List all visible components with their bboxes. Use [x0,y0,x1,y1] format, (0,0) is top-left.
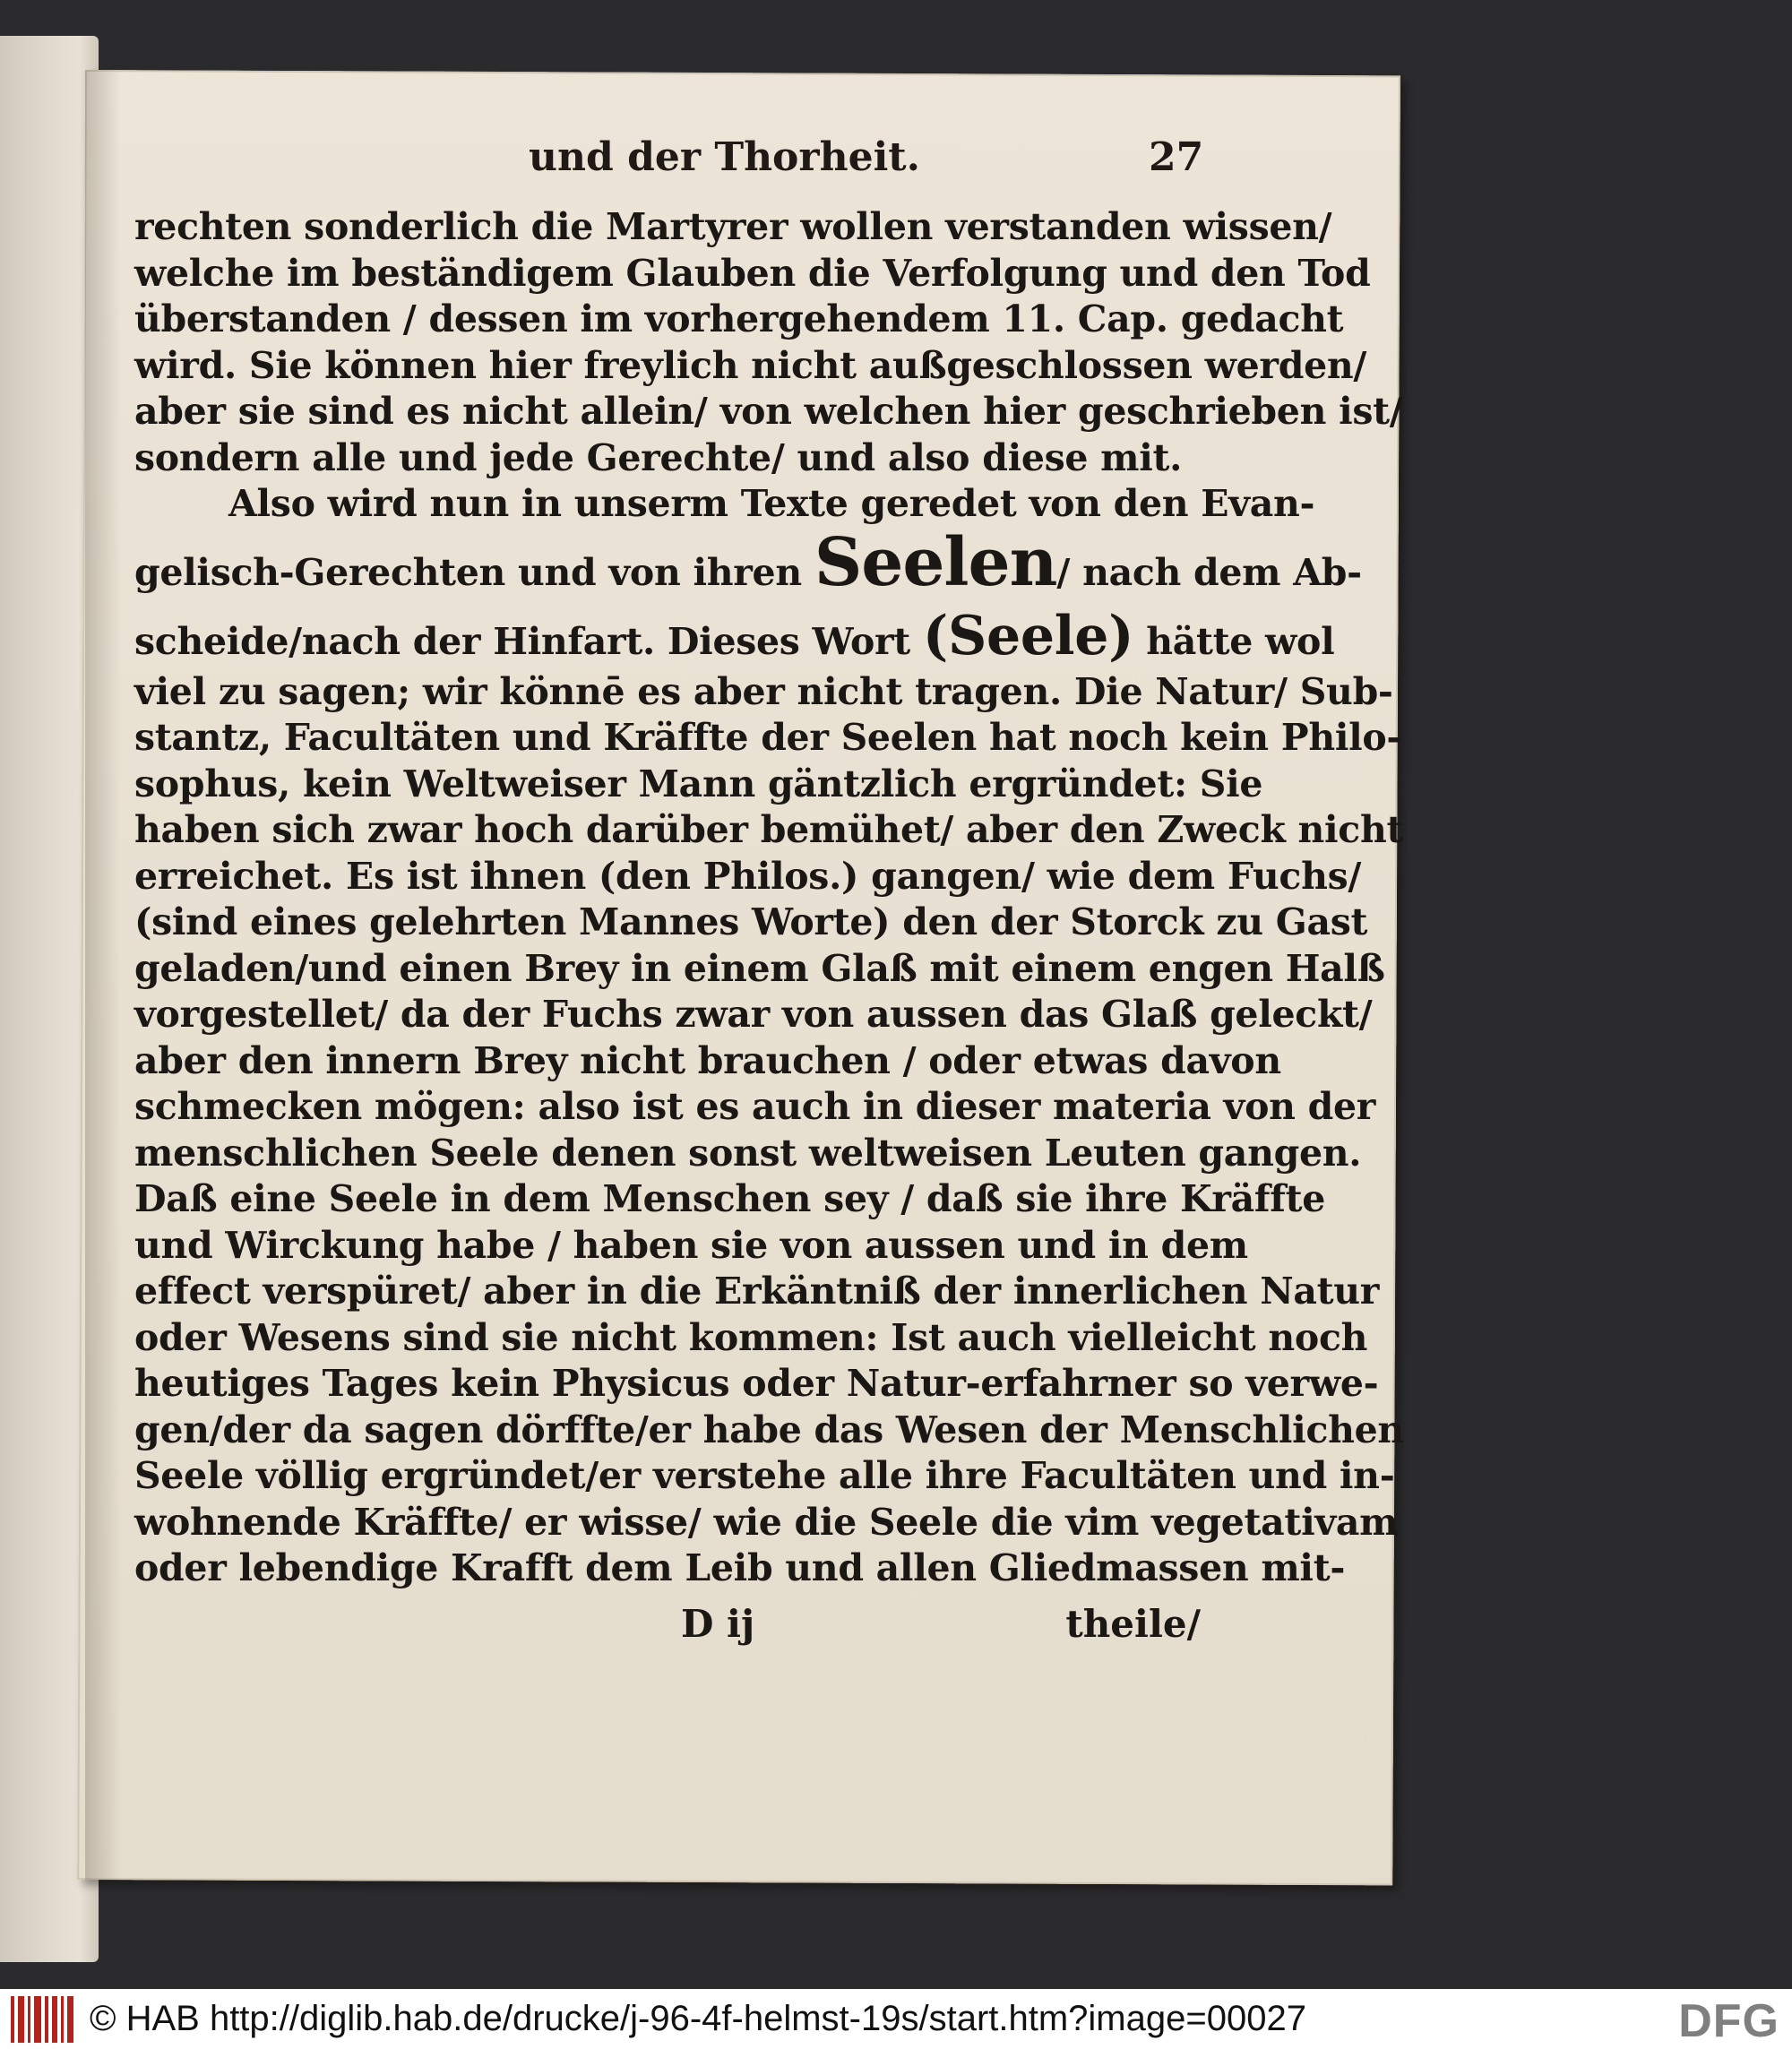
text-line: sophus, kein Weltweiser Mann gäntzlich ergründet: Sie [134,762,1263,805]
text-fragment: hätte wol [1133,619,1335,663]
text-line: Daß eine Seele in dem Menschen sey / daß sie ihre Kräffte [134,1177,1325,1220]
text-fragment: scheide/nach der Hinfart. Dieses Wort [134,619,923,663]
text-line: oder lebendige Krafft dem Leib und allen Gliedmassen mit- [134,1546,1346,1589]
text-line: sondern alle und jede Gerechte/ und also diese mit. [134,435,1183,479]
text-fragment: gelisch-Gerechten und von ihren [134,550,814,594]
running-head: und der Thorheit. [529,134,920,180]
text-line: effect verspüret/ aber in die Erkäntniß der innerlichen Natur [134,1270,1380,1313]
emphasized-word: Seelen [814,523,1057,601]
text-line: wird. Sie können hier freylich nicht außgeschlossen werden/ [134,343,1367,387]
page-number: 27 [1149,134,1204,180]
footer-bar [0,1989,1792,2049]
text-line: haben sich zwar hoch darüber bemühet/ aber den Zweck nicht [134,808,1404,851]
emphasized-word: (Seele) [922,604,1134,667]
catchword-row [134,1602,1201,1656]
text-line: stantz, Facultäten und Kräffte der Seelen hat noch kein Philo- [134,716,1402,759]
signature-mark: D ij [681,1602,755,1646]
text-line: und Wirckung habe / haben sie von aussen und in dem [134,1223,1248,1267]
text-line: Seele völlig ergründet/er verstehe alle ihre Facultäten und in- [134,1454,1395,1497]
text-line: heutiges Tages kein Physicus oder Natur-erfahrner so verwe- [134,1362,1379,1405]
text-line: aber sie sind es nicht allein/ von welchen hier geschrieben ist/ [134,390,1403,433]
text-line: Also wird nun in unserm Texte geredet von den Evan- [228,482,1315,525]
page-gutter-shadow [85,70,121,1880]
text-line: oder Wesens sind sie nicht kommen: Ist auch vielleicht noch [134,1315,1368,1359]
text-line: aber den innern Brey nicht brauchen / oder etwas davon [134,1038,1281,1082]
text-line: überstanden / dessen im vorhergehendem 11. Cap. gedacht [134,297,1344,340]
text-line-emphasis [134,523,1362,608]
footer-attribution-link[interactable]: © HAB http://diglib.hab.de/drucke/j-96-4f-helmst-19s/start.htm?image=00027 [90,1999,1306,2038]
text-line: geladen/und einen Brey in einem Glaß mit einem engen Halß [134,946,1385,990]
text-line: viel zu sagen; wir könnē es aber nicht tragen. Die Natur/ Sub- [134,669,1393,713]
text-line-emphasis [134,604,1335,669]
text-line: erreichet. Es ist ihnen (den Philos.) gangen/ wie dem Fuchs/ [134,854,1362,898]
dfg-logo: DFG [1678,1995,1779,2047]
text-fragment: / nach dem Ab- [1056,550,1362,594]
text-line: (sind eines gelehrten Mannes Worte) den der Storck zu Gast [134,900,1368,943]
catchword: theile/ [1065,1602,1201,1646]
text-line: schmecken mögen: also ist es auch in dieser materia von der [134,1085,1376,1128]
text-line: menschlichen Seele denen sonst weltweisen Leuten gangen. [134,1131,1362,1175]
body-text [134,204,1404,1592]
text-line: rechten sonderlich die Martyrer wollen verstanden wissen/ [134,205,1332,248]
text-line: wohnende Kräffte/ er wisse/ wie die Seele die vim vegetativam [134,1500,1399,1544]
text-line: vorgestellet/ da der Fuchs zwar von aussen das Glaß geleckt/ [134,993,1373,1036]
text-line: gen/der da sagen dörffte/er habe das Wesen der Menschlichen [134,1408,1404,1451]
text-line: welche im beständigem Glauben die Verfolgung und den Tod [134,251,1371,295]
barcode-icon [11,1996,73,2043]
